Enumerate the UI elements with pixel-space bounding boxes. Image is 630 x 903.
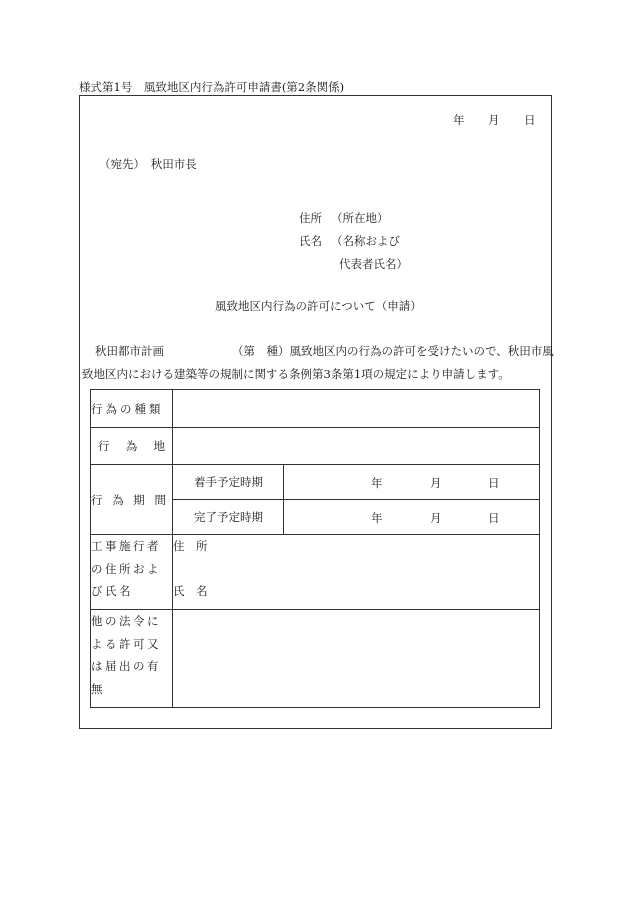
other-law-label [91,610,173,708]
end-year: 年 [371,511,383,525]
date-year: 年 [453,113,465,127]
other-law-value[interactable] [173,610,540,708]
address-label: 住所 [299,211,322,225]
contractor-line-3: び氏名 [91,584,133,598]
act-place-char-2: 為 [125,439,138,453]
other-law-line-3: は届出の有 [91,659,161,673]
application-table [90,389,540,708]
end-month: 月 [430,511,442,525]
body-line-1a: 秋田都市計画 [95,344,164,358]
contractor-address-label: 住 所 [173,539,208,553]
date-month: 月 [488,113,500,127]
subject: 風致地区内行為の許可について（申請） [215,299,422,313]
act-place-value[interactable] [173,428,540,465]
act-type-value[interactable] [173,390,540,428]
other-law-line-1: 他の法令に [91,614,161,628]
act-type-label: 行為の種類 [91,390,173,428]
act-place-char-1: 行 [98,439,110,453]
date-day: 日 [524,113,536,127]
contractor-line-1: 工事施行者 [91,539,161,553]
act-place-char-3: 地 [153,439,165,453]
end-date[interactable] [284,500,540,535]
start-label: 着手予定時期 [173,465,284,500]
act-period-label: 行 為 期 間 [91,465,173,535]
form-header: 様式第1号 風致地区内行為許可申請書(第2条関係) [79,80,345,94]
contractor-value[interactable] [173,535,540,610]
start-day: 日 [488,476,500,490]
name-note-2: 代表者氏名） [339,257,408,271]
address-note: （所在地） [331,211,389,225]
name-note-1: （名称および [331,234,400,248]
contractor-name-label: 氏 名 [173,584,208,598]
end-label: 完了予定時期 [173,500,284,535]
other-law-line-2: よる許可又 [91,636,161,651]
start-month: 月 [430,476,442,490]
name-label: 氏名 [299,234,322,248]
contractor-label [91,535,173,610]
body-line-1b: （第 種）風致地区内の行為の許可を受けたいので、秋田市風 [232,344,554,358]
other-law-line-4: 無 [91,681,105,696]
start-date[interactable] [284,465,540,500]
start-year: 年 [371,476,383,490]
act-place-label [91,428,173,465]
end-day: 日 [488,511,500,525]
addressee: （宛先） 秋田市長 [99,157,197,171]
contractor-line-2: の住所およ [91,561,161,576]
body-line-2: 致地区内における建築等の規制に関する条例第3条第1項の規定により申請します。 [82,367,510,381]
